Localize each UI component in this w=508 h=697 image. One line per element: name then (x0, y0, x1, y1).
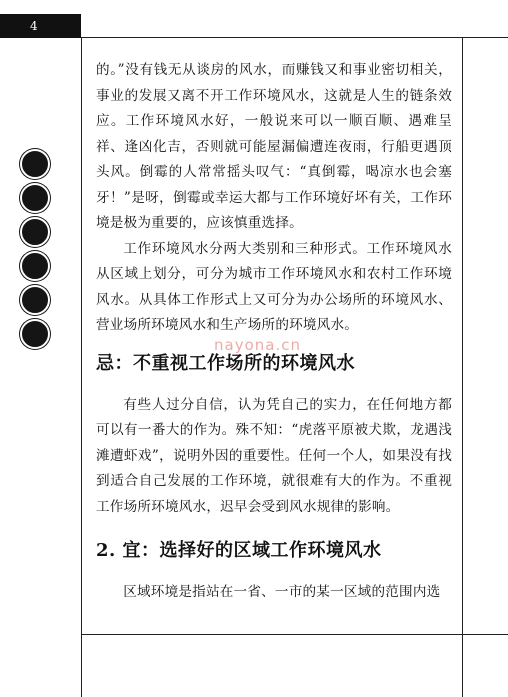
paragraph-3: 有些人过分自信，认为凭自己的实力，在任何地方都可以有一番大的作为。殊不知：“虎落平原被犬欺，龙遇浅滩遭虾戏”，说明外因的重要性。任何一个人，如果没有找到适合自己发展的工作环境，就很难有大的作为。不重视工作场所环境风水，迟早会受到风水规律的影响。 (96, 396, 452, 515)
top-rule (81, 37, 508, 38)
section-heading-1: 忌：不重视工作场所的环境风水 (96, 352, 355, 374)
seal-icon (20, 285, 50, 315)
bottom-rule (81, 634, 508, 635)
section-heading-2: 2. 宜：选择好的区域工作环境风水 (96, 540, 382, 561)
left-margin-rule (81, 37, 82, 697)
seal-icon (20, 149, 50, 179)
page-number-tab (0, 14, 81, 38)
seal-icon (20, 251, 50, 281)
paragraph-4: 区域环境是指站在一省、一市的某一区域的范围内选 (123, 584, 441, 600)
page-number: 4 (30, 19, 38, 33)
seal-icon (20, 319, 50, 349)
seal-icon (20, 183, 50, 213)
paragraph-2: 工作环境风水分两大类别和三种形式。工作环境风水从区域上划分，可分为城市工作环境风水和农村工作环境风水。从具体工作形式上又可分为办公场所的环境风水、营业场所环境风水和生产场所的环境风水。 (96, 240, 452, 333)
article-body (96, 58, 452, 606)
watermark-text: nayona.cn (214, 336, 301, 354)
right-margin-rule (462, 37, 463, 697)
seal-icon (20, 217, 50, 247)
paragraph-1: 的。”没有钱无从谈房的风水，而赚钱又和事业密切相关，事业的发展又离不开工作环境风水，这就是人生的链条效应。工作环境风水好，一般说来可以一顺百顺、遇难呈祥、逢凶化吉，否则就可能屋漏偏遭连夜雨，行船更遇顶头风。倒霉的人常常摇头叹气：“真倒霉，喝凉水也会塞牙！”是呀，倒霉或幸运大都与工作环境好坏有关，工作环境是极为重要的，应该慎重选择。 (96, 62, 452, 231)
decorative-seal-column (20, 149, 50, 353)
